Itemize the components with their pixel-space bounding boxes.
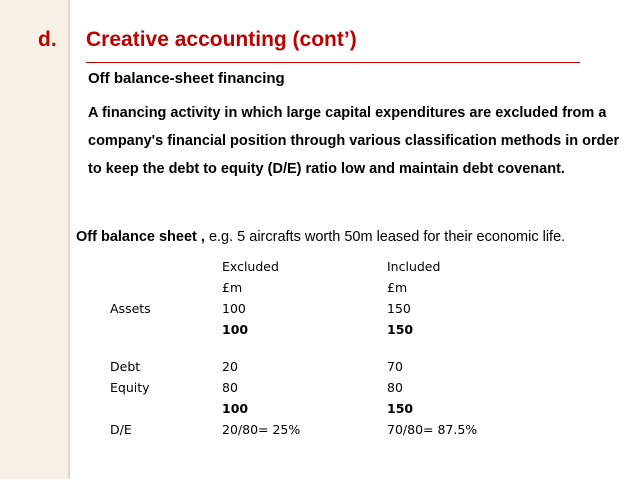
title-underline <box>86 62 580 63</box>
header-excluded: Excluded <box>222 259 279 274</box>
table-row <box>110 359 490 380</box>
de-excluded: 20/80= 25% <box>222 422 301 437</box>
equity-excluded: 80 <box>222 380 238 395</box>
section-subheading: Off balance-sheet financing <box>88 70 285 87</box>
left-band-divider <box>68 0 70 479</box>
table-row <box>110 301 490 322</box>
assets-excluded: 100 <box>222 301 246 316</box>
slide-title <box>38 28 357 52</box>
title-text: Creative accounting (cont’) <box>86 28 357 51</box>
table-row <box>110 280 490 301</box>
assets-total-excluded: 100 <box>222 322 249 337</box>
table-spacer <box>110 343 490 359</box>
title-number: d. <box>38 28 57 51</box>
comparison-table <box>110 259 490 443</box>
debt-label: Debt <box>110 359 141 374</box>
unit-excluded: £m <box>222 280 243 295</box>
table-row <box>110 322 490 343</box>
example-lead: Off balance sheet , <box>76 229 205 245</box>
table-row <box>110 401 490 422</box>
definition-paragraph: A financing activity in which large capital expenditures are excluded from a company's financial position through various classification methods in order to keep the debt to equity (D/E) ratio low and maintain debt covenant. <box>88 105 620 177</box>
assets-total-included: 150 <box>387 322 414 337</box>
table-row <box>110 380 490 401</box>
unit-included: £m <box>387 280 408 295</box>
header-included: Included <box>387 259 441 274</box>
equity-included: 80 <box>387 380 403 395</box>
assets-label: Assets <box>110 301 151 316</box>
capital-total-excluded: 100 <box>222 401 249 416</box>
capital-total-included: 150 <box>387 401 414 416</box>
table-row <box>110 422 490 443</box>
example-line <box>76 229 565 245</box>
debt-excluded: 20 <box>222 359 238 374</box>
de-included: 70/80= 87.5% <box>387 422 478 437</box>
example-text: e.g. 5 aircrafts worth 50m leased for their economic life. <box>204 229 566 245</box>
debt-included: 70 <box>387 359 403 374</box>
equity-label: Equity <box>110 380 150 395</box>
table-row <box>110 259 490 280</box>
left-decorative-band <box>0 0 68 479</box>
assets-included: 150 <box>387 301 411 316</box>
de-label: D/E <box>110 422 132 437</box>
